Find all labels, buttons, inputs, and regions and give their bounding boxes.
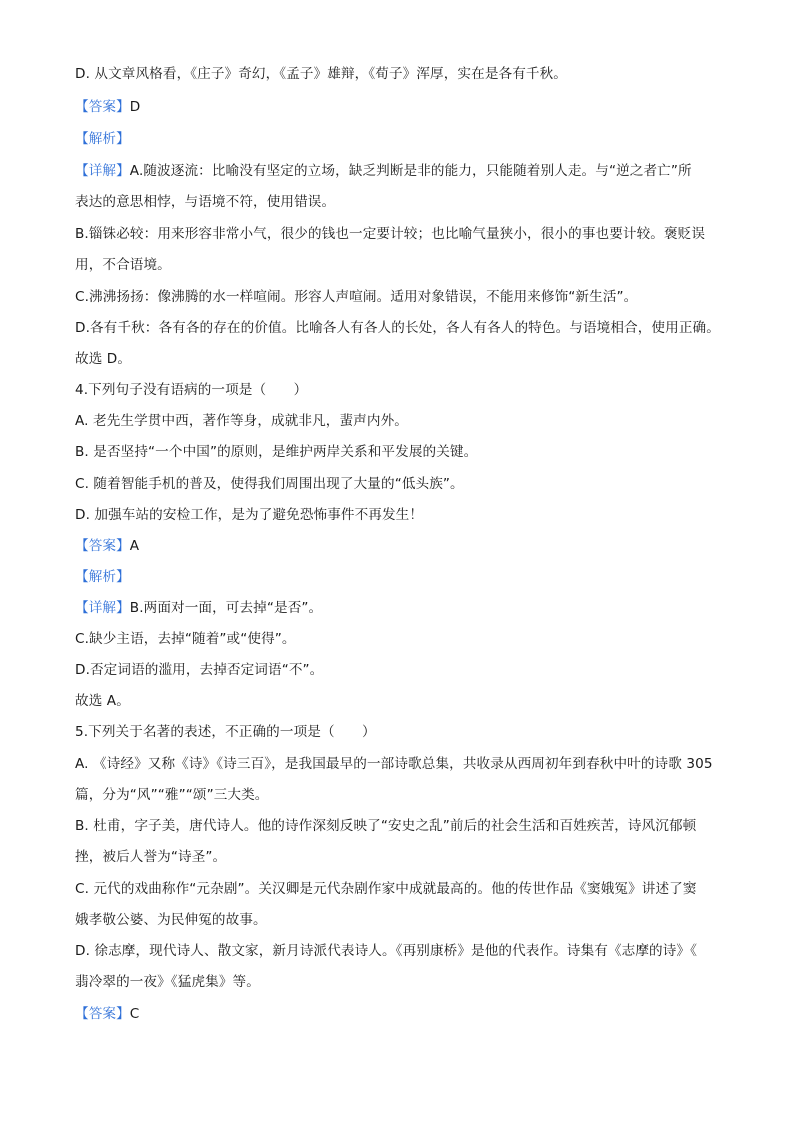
q4-detail-d: D.否定词语的滥用，去掉否定词语“不”。 [75, 662, 324, 678]
q5-answer-line [75, 1004, 730, 1024]
answer-value: D [129, 99, 141, 115]
answer-tag: 【答案】 [75, 538, 130, 554]
detail-b-text: B.两面对一面，可去掉“是否”。 [129, 600, 323, 616]
detail-a-text: A.随波逐流：比喻没有坚定的立场，缺乏判断是非的能力，只能随着别人走。与“逆之者亡”所 [129, 163, 692, 179]
q3-detail-c: C.沸沸扬扬：像沸腾的水一样喧闹。形容人声喧闹。适用对象错误，不能用来修饰“新生活”。 [75, 289, 638, 305]
q5-option-c-line2: 娥孝敬公婆、为民伸冤的故事。 [75, 912, 267, 928]
q3-option-d: D. 从文章风格看，《庄子》奇幻，《孟子》雄辩，《荀子》浑厚，实在是各有千秋。 [75, 66, 567, 82]
q4-option-c: C. 随着智能手机的普及，使得我们周围出现了大量的“低头族”。 [75, 476, 464, 492]
answer-value: A [129, 538, 140, 554]
q4-conclusion: 故选 A。 [75, 693, 130, 709]
q3-analysis-heading [75, 129, 730, 149]
detail-tag: 【详解】 [75, 600, 130, 616]
q4-detail-b-line [75, 598, 730, 618]
detail-tag: 【详解】 [75, 163, 130, 179]
q5-stem: 5.下列关于名著的表述，不正确的一项是（ ） [75, 724, 376, 740]
q3-detail-a-line1 [75, 161, 730, 181]
q5-option-b-line2: 挫，被后人誉为“诗圣”。 [75, 849, 227, 865]
answer-tag: 【答案】 [75, 1006, 130, 1022]
q5-option-a-line2: 篇，分为“风”“雅”“颂”三大类。 [75, 787, 269, 803]
q4-option-a: A. 老先生学贯中西，著作等身，成就非凡，蜚声内外。 [75, 413, 408, 429]
q5-option-b-line1: B. 杜甫，字子美，唐代诗人。他的诗作深刻反映了“安史之乱”前后的社会生活和百姓疾苦，诗风沉郁顿 [75, 818, 697, 834]
q4-option-d: D. 加强车站的安检工作，是为了避免恐怖事件不再发生！ [75, 507, 424, 523]
q4-analysis-heading [75, 567, 730, 587]
analysis-tag: 【解析】 [75, 569, 130, 585]
q5-option-d-line2: 翡冷翠的一夜》《猛虎集》等。 [75, 974, 260, 990]
q5-option-a-line1: A. 《诗经》又称《诗》《诗三百》，是我国最早的一部诗歌总集，共收录从西周初年到春秋中叶的诗歌 305 [75, 756, 713, 772]
answer-tag: 【答案】 [75, 99, 130, 115]
q3-detail-b-line2: 用，不合语境。 [75, 257, 171, 273]
q3-detail-d: D.各有千秋：各有各的存在的价值。比喻各人有各人的长处，各人有各人的特色。与语境相合，使用正确。 [75, 320, 720, 336]
q4-option-b: B. 是否坚持“一个中国”的原则，是维护两岸关系和平发展的关键。 [75, 444, 478, 460]
q5-option-c-line1: C. 元代的戏曲称作“元杂剧”。关汉卿是元代杂剧作家中成就最高的。他的传世作品《窦娥冤》讲述了窦 [75, 881, 697, 897]
q4-detail-c: C.缺少主语，去掉“随着”或“使得”。 [75, 631, 296, 647]
q3-detail-a-line2: 表达的意思相悖，与语境不符，使用错误。 [75, 194, 336, 210]
q4-stem: 4.下列句子没有语病的一项是（ ） [75, 382, 308, 398]
q3-answer-line [75, 97, 730, 117]
q3-conclusion: 故选 D。 [75, 351, 132, 367]
answer-value: C [129, 1006, 140, 1022]
q4-answer-line [75, 536, 730, 556]
analysis-tag: 【解析】 [75, 131, 130, 147]
q3-detail-b-line1: B.锱铢必较：用来形容非常小气，很少的钱也一定要计较；也比喻气量狭小，很小的事也要计较。褒贬误 [75, 226, 706, 242]
q5-option-d-line1: D. 徐志摩，现代诗人、散文家，新月诗派代表诗人。《再别康桥》是他的代表作。诗集有《志摩的诗》《 [75, 943, 698, 959]
